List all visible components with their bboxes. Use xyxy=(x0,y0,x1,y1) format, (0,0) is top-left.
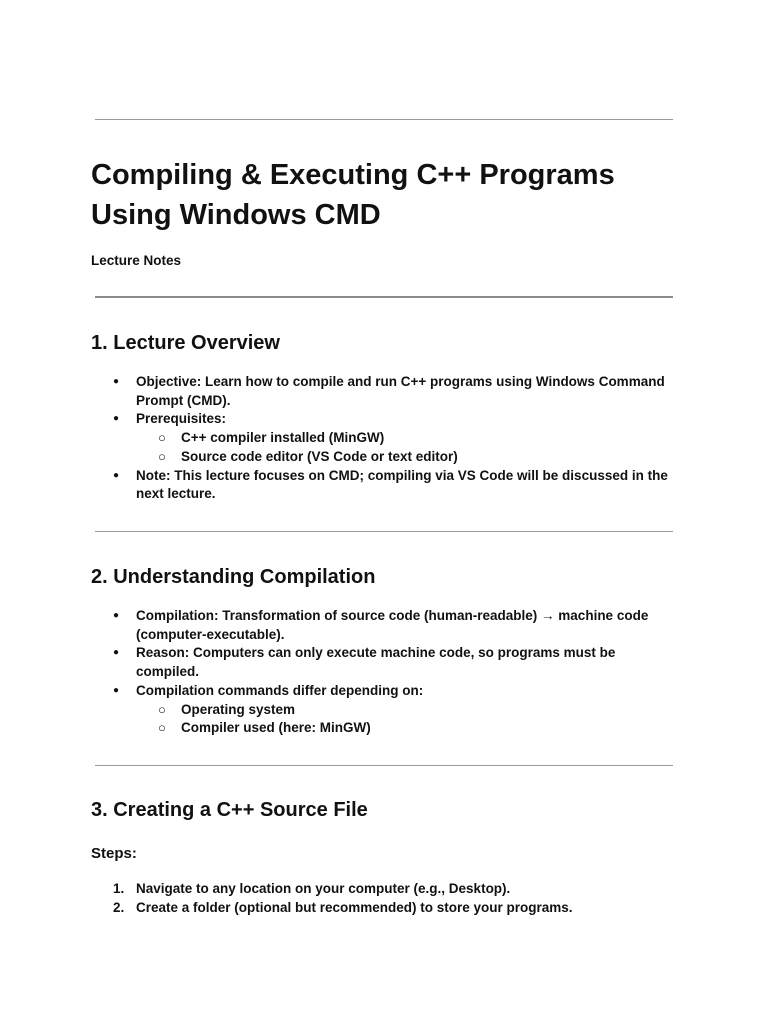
section-1-heading: 1. Lecture Overview xyxy=(91,332,280,354)
list-item xyxy=(0,682,676,701)
list-item xyxy=(0,607,676,644)
steps-label: Steps: xyxy=(91,845,137,862)
list-item-text: Compilation commands differ depending on: xyxy=(136,682,424,698)
sub-list-item-text: Source code editor (VS Code or text editor) xyxy=(181,448,458,464)
list-item xyxy=(0,467,676,504)
list-item xyxy=(0,373,676,410)
hollow-bullet-icon: ○ xyxy=(158,430,166,446)
section-1-divider xyxy=(95,531,673,532)
section-3-heading: 3. Creating a C++ Source File xyxy=(91,799,368,821)
list-item-text: Objective: Learn how to compile and run C++ programs using Windows Command Prompt (CMD). xyxy=(136,374,665,408)
section-1-list xyxy=(0,373,681,504)
bullet-icon: ● xyxy=(113,684,120,696)
list-item-text: Note: This lecture focuses on CMD; compiling via VS Code will be discussed in the next lecture. xyxy=(136,467,668,502)
list-item xyxy=(0,644,676,681)
sub-list-item xyxy=(0,701,681,720)
section-2-heading: 2. Understanding Compilation xyxy=(91,566,376,588)
document-title: Compiling & Executing C++ Programs Using Windows CMD xyxy=(91,159,615,231)
bullet-icon: ● xyxy=(113,647,120,659)
sub-list-item-text: C++ compiler installed (MinGW) xyxy=(181,430,385,446)
top-divider xyxy=(95,119,673,120)
step-number: 2. xyxy=(113,899,125,915)
sub-list-item xyxy=(0,429,681,448)
title-divider xyxy=(95,296,673,298)
section-3-steps xyxy=(0,880,676,917)
document-subtitle: Lecture Notes xyxy=(91,253,182,268)
sub-list-item-text: Operating system xyxy=(181,701,296,717)
bullet-icon: ● xyxy=(113,376,120,387)
step-text: Navigate to any location on your computer (e.g., Desktop). xyxy=(136,881,511,896)
step-number: 1. xyxy=(113,881,125,896)
list-item-text: Prerequisites: xyxy=(136,411,227,427)
sub-list-item xyxy=(0,448,681,467)
list-item-text: Reason: Computers can only execute machine code, so programs must be compiled. xyxy=(136,645,616,680)
bullet-icon: ● xyxy=(113,610,120,621)
section-2-list xyxy=(0,607,681,738)
list-item xyxy=(0,410,676,429)
hollow-bullet-icon: ○ xyxy=(158,720,166,736)
hollow-bullet-icon: ○ xyxy=(158,448,166,464)
sub-list-item xyxy=(0,719,681,738)
bullet-icon: ● xyxy=(113,413,120,425)
step-item xyxy=(0,880,676,899)
step-text: Create a folder (optional but recommended) to store your programs. xyxy=(136,899,573,915)
step-item xyxy=(0,899,676,918)
sub-list-item-text: Compiler used (here: MinGW) xyxy=(181,720,371,736)
section-2-divider xyxy=(95,765,673,766)
hollow-bullet-icon: ○ xyxy=(158,701,166,717)
bullet-icon: ● xyxy=(113,469,120,481)
list-item-text: Compilation: Transformation of source code (human-readable) → machine code (computer-executable). xyxy=(136,608,649,642)
